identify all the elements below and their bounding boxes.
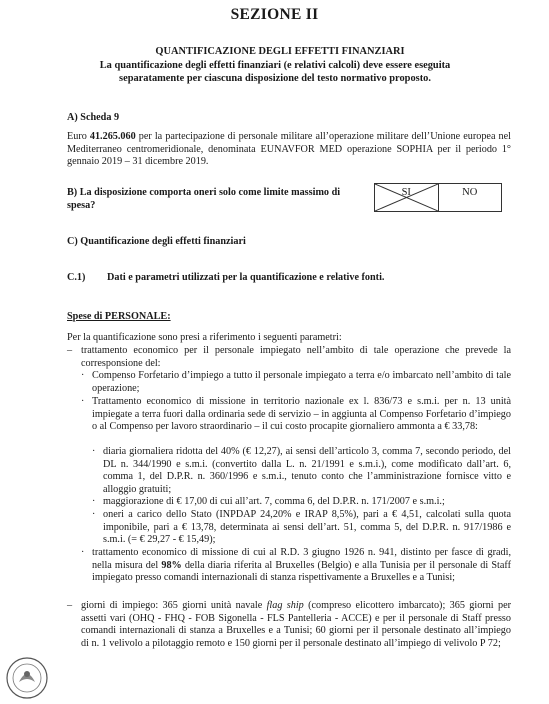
option-no-label: NO bbox=[462, 187, 478, 198]
item1-a: Compenso Forfetario d’impiego a tutto il personale impiegato a terra e/o imbarcato nell’ambito di tale operazione; bbox=[92, 370, 511, 394]
option-no[interactable] bbox=[438, 184, 502, 211]
seal-stamp-icon bbox=[5, 656, 49, 700]
section-c1-title: Dati e parametri utilizzati per la quantificazione e relative fonti. bbox=[107, 272, 385, 283]
section-c-title: C) Quantificazione degli effetti finanziari bbox=[67, 236, 246, 247]
scheda-title: A) Scheda 9 bbox=[67, 112, 120, 123]
bullet-marker: · bbox=[81, 370, 85, 381]
sub-item-2: maggiorazione di € 17,00 di cui all’art. 7, comma 6, del D.P.R. n. 171/2007 e s.m.i.; bbox=[103, 496, 445, 507]
si-no-box bbox=[374, 183, 502, 212]
flag-ship-term: flag ship bbox=[266, 600, 304, 611]
section-c1-num: C.1) bbox=[67, 272, 86, 283]
scheda-text: Euro 41.265.060 per la partecipazione di personale militare all’operazione militare dell’Unione europea nel Mediterraneo centromeridionale, denominata EUNAVFOR MED operazione SOPHIA per il periodo 1° gennaio 2019 – 31 dicembre 2019. bbox=[67, 131, 511, 168]
pct-value: 98% bbox=[161, 559, 182, 571]
option-si[interactable] bbox=[375, 184, 438, 211]
option-si-label: SI bbox=[401, 187, 411, 198]
sub-item-3: oneri a carico dello Stato (INPDAP 24,20% e IRAP 8,5%), pari a € 4,51, calcolati sulla quota imponibile, pari a € 13,78, determinata ai sensi dell’art. 51, comma 5, del D.P.R. n. 917/1986 e s.m.i. (= € 29,27 - € 15,49); bbox=[103, 509, 511, 546]
bullet-marker: · bbox=[81, 547, 85, 558]
personale-title: Spese di PERSONALE: bbox=[67, 311, 171, 322]
item2: giorni di impiego: 365 giorni unità navale flag ship (compreso elicottero imbarcato); 365 giorni per assetti vari (OHQ - FHQ - FOB Sigonella - FLS Pantelleria - ACCE) e per il personale di Staff presso comandi internazionali di stanza a Bruxelles e a Tunisi; 60 giorni per il personale destinato all’impiego di n. 1 velivolo a pilotaggio remoto e 150 giorni per il personale destinato all’impiego di velivolo P 72; bbox=[81, 600, 511, 649]
heading: QUANTIFICAZIONE DEGLI EFFETTI FINANZIARI bbox=[155, 46, 405, 57]
bullet-marker: · bbox=[92, 446, 96, 457]
cross-mark-icon bbox=[375, 184, 438, 211]
item1: trattamento economico per il personale impiegato nell’ambito di tale operazione che prevede la corresponsione del: bbox=[81, 345, 511, 369]
question-b: B) La disposizione comporta oneri solo come limite massimo di spesa? bbox=[67, 187, 341, 211]
sub-item-1: diaria giornaliera ridotta del 40% (€ 12,27), ai sensi dell’articolo 3, comma 7, secondo periodo, del DL n. 344/1990 e s.m.i. (convertito dalla L. n. 21/1991 e s.m.i.), come modificato dall’art. 6, comma 1, del D.P.R. n. 360/1996 e s.m.i., tenuto conto che l’amministrazione fornisce vitto e alloggio gratuiti; bbox=[103, 446, 511, 495]
bullet-marker: · bbox=[92, 496, 96, 507]
bullet-marker: · bbox=[81, 396, 85, 407]
bullet-marker: · bbox=[92, 509, 96, 520]
item1-c: trattamento economico di missione di cui al R.D. 3 giugno 1926 n. 941, distinto per fasce di gradi, nella misura del 98% della diaria riferita al Bruxelles (Belgio) e alla Tunisia per il personale di Staff impiegato presso comandi internazionali di stanza rispettivamente a Bruxelles e a Tunisi; bbox=[92, 547, 511, 584]
item1-b: Trattamento economico di missione in territorio nazionale ex l. 836/73 e s.m.i. per n. 13 unità impiegate a terra fuori dalla ordinaria sede di servizio – in aggiunta al Compenso Forfetario d’impiego o al Compenso per lavoro straordinario – il cui costo procapite giornaliero ammonta a € 33,78: bbox=[92, 396, 511, 433]
dash-marker: – bbox=[67, 345, 73, 356]
subheading: La quantificazione degli effetti finanziari (e relativi calcoli) deve essere eseguita separatamente per ciascuna disposizione del testo normativo proposto. bbox=[99, 60, 451, 84]
dash-marker: – bbox=[67, 600, 73, 611]
section-title: SEZIONE II bbox=[230, 6, 319, 23]
personale-intro: Per la quantificazione sono presi a riferimento i seguenti parametri: bbox=[67, 332, 342, 343]
scheda-amount: 41.265.060 bbox=[89, 131, 136, 142]
